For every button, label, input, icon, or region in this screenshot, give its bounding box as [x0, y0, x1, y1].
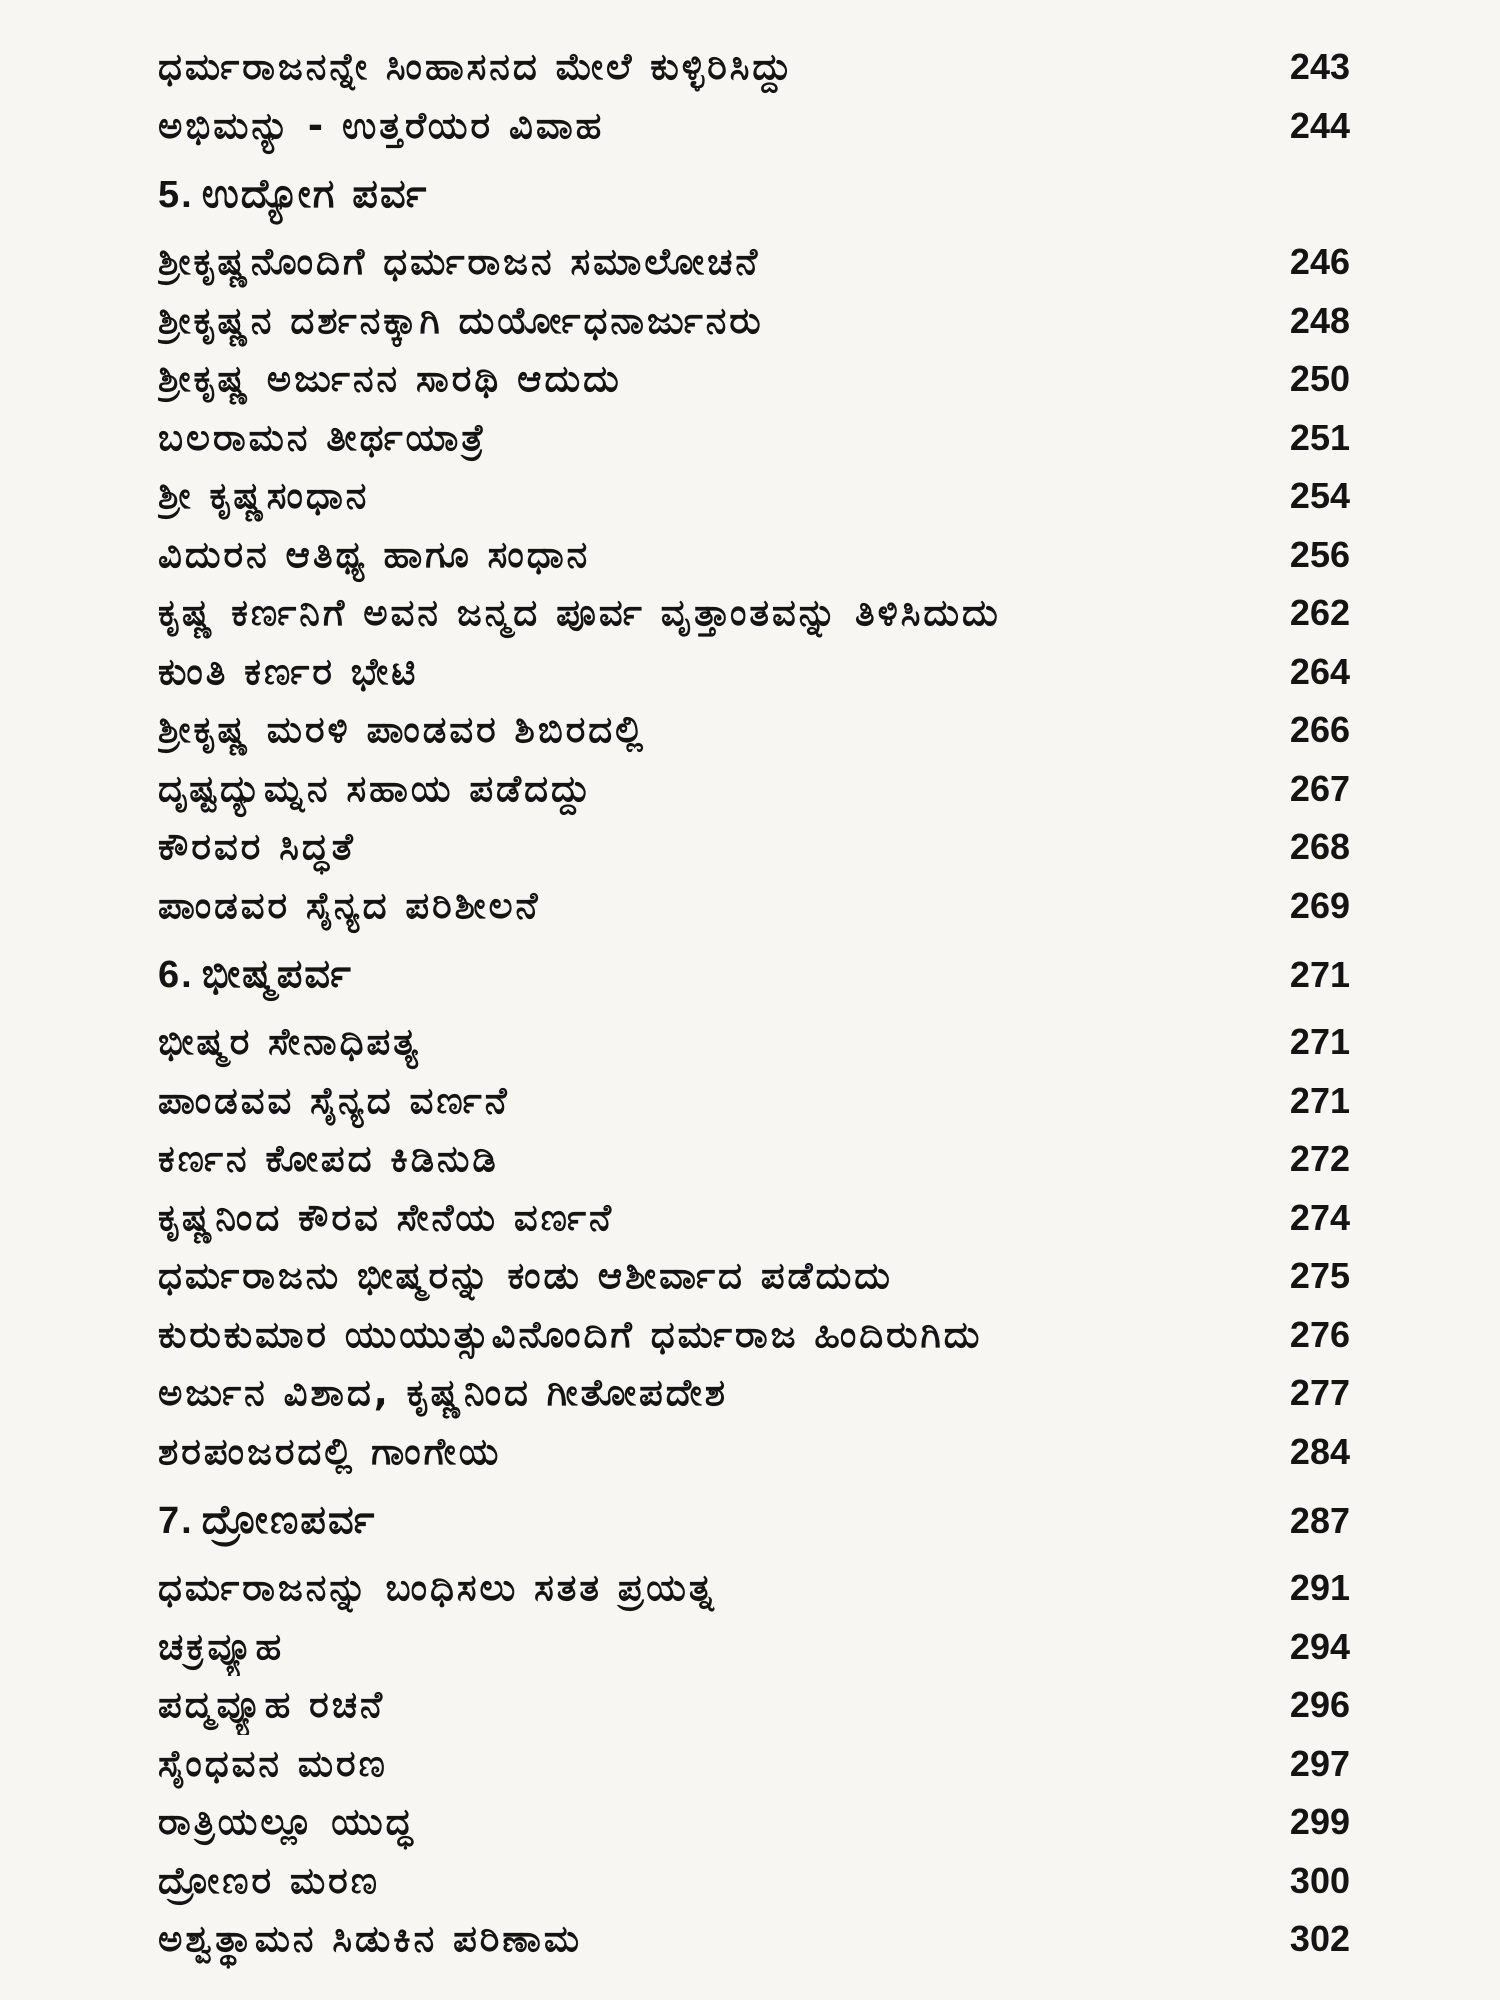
- toc-entry: [158, 409, 1350, 468]
- entry-title: ಶ್ರೀ ಕೃಷ್ಣಸಂಧಾನ: [158, 474, 370, 517]
- page-number: 246: [1289, 241, 1350, 282]
- page-number: 294: [1289, 1625, 1350, 1667]
- entry-title: ಕೃಷ್ಣ ಕರ್ಣನಿಗೆ ಅವನ ಜನ್ಮದ ಪೂರ್ವ ವೃತ್ತಾಂತವನ್ನು ತಿಳಿಸಿದುದು: [158, 591, 1001, 634]
- page-number: 256: [1289, 533, 1350, 575]
- page-number: 269: [1289, 884, 1350, 926]
- toc-entry: [158, 1676, 1350, 1735]
- toc-entry: [158, 467, 1350, 526]
- toc-entry: [158, 1013, 1350, 1072]
- toc-entry: [158, 1189, 1350, 1248]
- page-number: 277: [1289, 1372, 1350, 1413]
- toc-entry: [158, 97, 1350, 156]
- toc-entry: [158, 233, 1350, 292]
- page-number: 264: [1289, 650, 1350, 692]
- page-number: 271: [1289, 954, 1350, 995]
- section-number: 7.: [158, 1500, 194, 1542]
- toc-entry: [158, 292, 1350, 351]
- page-number: 251: [1289, 416, 1350, 458]
- toc-entry: [158, 643, 1350, 702]
- entry-title: ಬಲರಾಮನ ತೀರ್ಥಯಾತ್ರೆ: [158, 415, 487, 459]
- entry-title: ಶ್ರೀಕೃಷ್ಣನ ದರ್ಶನಕ್ಕಾಗಿ ದುರ್ಯೋಧನಾರ್ಜುನರು: [158, 298, 764, 342]
- entry-title: ರಾತ್ರಿಯಲ್ಲೂ ಯುದ್ಧ: [158, 1800, 416, 1843]
- page-number: 296: [1289, 1684, 1350, 1725]
- entry-title: ಧರ್ಮರಾಜನು ಭೀಷ್ಮರನ್ನು ಕಂಡು ಆಶೀರ್ವಾದ ಪಡೆದುದು: [158, 1254, 893, 1297]
- page-number: 297: [1289, 1742, 1350, 1784]
- page-number: 271: [1289, 1021, 1350, 1062]
- page-number: 272: [1289, 1138, 1350, 1179]
- entry-title: ಅರ್ಜುನ ವಿಶಾದ, ಕೃಷ್ಣನಿಂದ ಗೀತೋಪದೇಶ: [158, 1371, 729, 1414]
- toc-entry: [158, 1852, 1350, 1911]
- toc-entry: [158, 1306, 1350, 1365]
- entry-title: ಕೌರವರ ಸಿದ್ಧತೆ: [158, 825, 356, 868]
- toc-entry: [158, 818, 1350, 877]
- entry-title: ದ್ರೋಣರ ಮರಣ: [158, 1858, 380, 1902]
- page-number: 302: [1289, 1918, 1350, 1959]
- section-title: [158, 1481, 376, 1560]
- toc-entry: [158, 350, 1350, 409]
- page-number: 267: [1289, 767, 1350, 809]
- entry-title: ಪಾಂಡವವ ಸೈನ್ಯದ ವರ್ಣನೆ: [158, 1078, 510, 1122]
- entry-title: ಭೀಷ್ಮರ ಸೇನಾಧಿಪತ್ಯ: [158, 1020, 421, 1063]
- toc-entry: [158, 701, 1350, 760]
- toc-entry: [158, 584, 1350, 643]
- page-number: 266: [1289, 709, 1350, 750]
- page-number: 299: [1289, 1801, 1350, 1842]
- page-number: 243: [1289, 46, 1350, 87]
- section-number: 6.: [158, 954, 194, 996]
- page-number: 248: [1289, 299, 1350, 341]
- entry-title: ಪಾಂಡವರ ಸೈನ್ಯದ ಪರಿಶೀಲನೆ: [158, 883, 541, 927]
- page-number: 274: [1289, 1196, 1350, 1238]
- toc-entry: [158, 1072, 1350, 1131]
- entry-title: ಶ್ರೀಕೃಷ್ಣನೊಂದಿಗೆ ಧರ್ಮರಾಜನ ಸಮಾಲೋಚನೆ: [158, 240, 761, 283]
- entry-title: ಶರಪಂಜರದಲ್ಲಿ ಗಾಂಗೇಯ: [158, 1429, 502, 1473]
- entry-title: ದೃಷ್ಟದ್ಯುಮ್ನನ ಸಹಾಯ ಪಡೆದದ್ದು: [158, 766, 594, 810]
- toc-entry: [158, 1130, 1350, 1189]
- entry-title: ಕುಂತಿ ಕರ್ಣರ ಭೇಟಿ: [158, 649, 419, 693]
- entry-title: ಪದ್ಮವ್ಯೂಹ ರಚನೆ: [158, 1683, 386, 1726]
- page-number: 271: [1289, 1079, 1350, 1121]
- page-number: 284: [1289, 1430, 1350, 1472]
- section-title: [158, 935, 353, 1014]
- toc-entry: [158, 526, 1350, 585]
- entry-title: ಶ್ರೀಕೃಷ್ಣ ಅರ್ಜುನನ ಸಾರಥಿ ಆದುದು: [158, 357, 622, 400]
- section-name: ಭೀಷ್ಮಪರ್ವ: [201, 951, 353, 997]
- entry-title: ಅಶ್ವತ್ಥಾಮನ ಸಿಡುಕಿನ ಪರಿಣಾಮ: [158, 1917, 583, 1960]
- entry-title: ಕೃಷ್ಣನಿಂದ ಕೌರವ ಸೇನೆಯ ವರ್ಣನೆ: [158, 1195, 615, 1239]
- section-number: 5.: [158, 174, 194, 216]
- toc-entry: [158, 1247, 1350, 1306]
- toc-entry: [158, 877, 1350, 936]
- page-number: 291: [1289, 1567, 1350, 1608]
- toc-entry: [158, 1793, 1350, 1852]
- page-number: 287: [1289, 1500, 1350, 1541]
- entry-title: ಧರ್ಮರಾಜನನ್ನೇ ಸಿಂಹಾಸನದ ಮೇಲೆ ಕುಳ್ಳಿರಿಸಿದ್ದು: [158, 45, 795, 88]
- page-number: 300: [1289, 1859, 1350, 1901]
- section-title: [158, 155, 428, 234]
- section-heading: [158, 935, 1350, 1013]
- page-number: 275: [1289, 1255, 1350, 1296]
- page-number: 244: [1289, 104, 1350, 146]
- entry-title: ಧರ್ಮರಾಜನನ್ನು ಬಂಧಿಸಲು ಸತತ ಪ್ರಯತ್ನ: [158, 1566, 717, 1609]
- entry-title: ವಿದುರನ ಆತಿಥ್ಯ ಹಾಗೂ ಸಂಧಾನ: [158, 532, 591, 576]
- toc-entry: [158, 1735, 1350, 1794]
- entry-title: ಅಭಿಮನ್ಯು - ಉತ್ತರೆಯರ ವಿವಾಹ: [158, 103, 605, 147]
- section-heading: [158, 1481, 1350, 1559]
- toc-entry: [158, 1910, 1350, 1969]
- toc-entry: [158, 1423, 1350, 1482]
- page-number: 276: [1289, 1313, 1350, 1355]
- section-heading: [158, 155, 1350, 233]
- toc-entry: [158, 1364, 1350, 1423]
- section-name: ದ್ರೋಣಪರ್ವ: [201, 1497, 377, 1543]
- page-number: 254: [1289, 475, 1350, 516]
- page-number: 262: [1289, 592, 1350, 633]
- toc-entry: [158, 760, 1350, 819]
- entry-title: ಕುರುಕುಮಾರ ಯುಯುತ್ಸುವಿನೊಂದಿಗೆ ಧರ್ಮರಾಜ ಹಿಂದಿರುಗಿದು: [158, 1312, 983, 1356]
- entry-title: ಕರ್ಣನ ಕೋಪದ ಕಿಡಿನುಡಿ: [158, 1137, 499, 1180]
- toc-entry: [158, 1559, 1350, 1618]
- entry-title: ಶ್ರೀಕೃಷ್ಣ ಮರಳಿ ಪಾಂಡವರ ಶಿಬಿರದಲ್ಲಿ: [158, 708, 647, 751]
- toc-entry: [158, 1618, 1350, 1677]
- entry-title: ಸೈಂಧವನ ಮರಣ: [158, 1741, 388, 1785]
- table-of-contents: [158, 38, 1350, 1969]
- entry-title: ಚಕ್ರವ್ಯೂಹ: [158, 1624, 285, 1668]
- page-number: 250: [1289, 358, 1350, 399]
- toc-entry: [158, 38, 1350, 97]
- section-name: ಉದ್ಯೋಗ ಪರ್ವ: [201, 171, 429, 217]
- page-number: 268: [1289, 826, 1350, 867]
